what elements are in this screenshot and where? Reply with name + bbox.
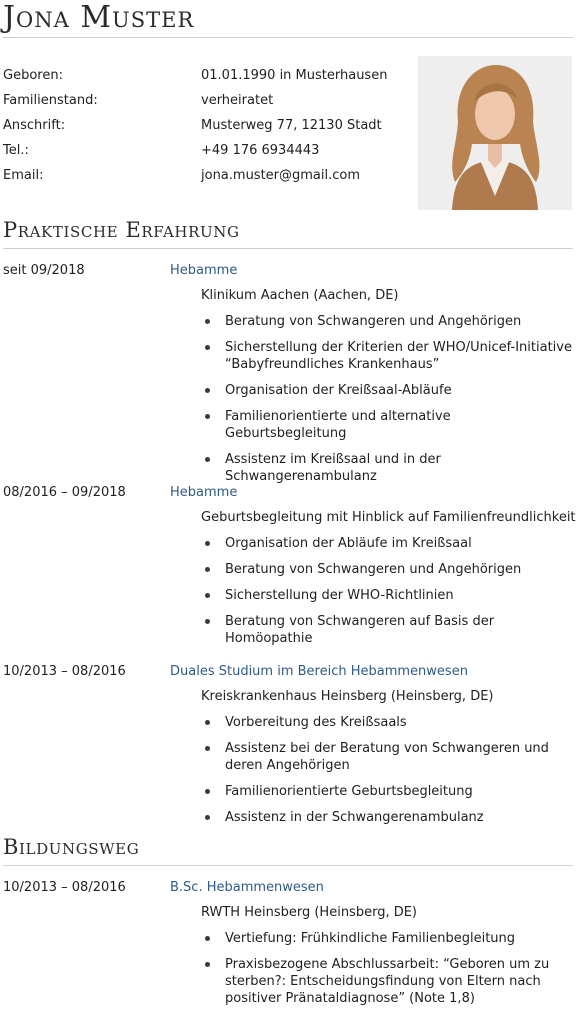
list-item [201,339,573,373]
marital-status-value: verheiratet [201,93,274,108]
entry-date: 10/2013 – 08/2016 [3,880,126,895]
birth-value: 01.01.1990 in Musterhausen [201,68,388,83]
list-item-text: Beratung von Schwangeren und Angehörigen [225,562,522,577]
entry-bullet-list [201,714,573,835]
education-heading: Bildungsweg [3,835,140,859]
entry-bullet-list [201,535,573,656]
address-label: Anschrift: [3,118,66,133]
list-item-text: Beratung von Schwangeren und Angehörigen [225,314,522,329]
entry-organization: Geburtsbegleitung mit Hinblick auf Familienfreundlichkeit [201,510,576,525]
birth-label: Geboren: [3,68,63,83]
profile-photo [418,56,572,210]
entry-title: Hebamme [170,263,238,278]
header-divider [3,37,573,38]
entry-title: B.Sc. Hebammenwesen [170,880,324,895]
bullet-icon [205,541,210,546]
list-item [201,451,573,485]
address-value: Musterweg 77, 12130 Stadt [201,118,382,133]
bullet-icon [205,567,210,572]
entry-organization: Klinikum Aachen (Aachen, DE) [201,288,399,303]
bullet-icon [205,457,210,462]
email-label: Email: [3,168,44,183]
list-item-text: Familienorientierte und alternative Geburtsbegleitung [225,409,451,441]
bullet-icon [205,936,210,941]
list-item-text: Assistenz bei der Beratung von Schwangeren und deren Angehörigen [225,741,549,773]
list-item [201,587,573,604]
bullet-icon [205,593,210,598]
email-value: jona.muster@gmail.com [201,168,361,183]
list-item [201,408,573,442]
list-item [201,313,573,330]
list-item [201,561,573,578]
bullet-icon [205,388,210,393]
bullet-icon [205,720,210,725]
list-item-text: Organisation der Kreißsaal-Abläufe [225,383,452,398]
list-item-text: Sicherstellung der WHO-Richtlinien [225,588,454,603]
bullet-icon [205,962,210,967]
list-item-text: Assistenz im Kreißsaal und in der Schwangerenambulanz [225,452,441,484]
bullet-icon [205,789,210,794]
list-item-text: Vertiefung: Frühkindliche Familienbegleitung [225,931,516,946]
entry-title: Duales Studium im Bereich Hebammenwesen [170,664,468,679]
bullet-icon [205,319,210,324]
list-item [201,783,573,800]
list-item-text: Familienorientierte Geburtsbegleitung [225,784,473,799]
bullet-icon [205,746,210,751]
list-item-text: Praxisbezogene Abschlussarbeit: “Geboren um zu sterben?: Entscheidungsfindung von Eltern nach positiver Pränataldiagnose” (Note 1,8) [225,957,550,1006]
list-item [201,714,573,731]
list-item [201,382,573,399]
entry-date: seit 09/2018 [3,263,85,278]
education-divider [3,865,573,866]
phone-label: Tel.: [3,143,29,158]
list-item [201,613,573,647]
experience-heading: Praktische Erfahrung [3,218,240,242]
bullet-icon [205,815,210,820]
entry-bullet-list [201,930,573,1016]
entry-date: 08/2016 – 09/2018 [3,485,126,500]
entry-title: Hebamme [170,485,238,500]
experience-divider [3,248,573,249]
phone-value: +49 176 6934443 [201,143,320,158]
list-item [201,930,573,947]
bullet-icon [205,345,210,350]
list-item [201,740,573,774]
list-item-text: Sicherstellung der Kriterien der WHO/Unicef-Initiative “Babyfreundliches Krankenhaus” [225,340,572,372]
list-item [201,956,573,1007]
entry-organization: RWTH Heinsberg (Heinsberg, DE) [201,905,418,920]
entry-bullet-list [201,313,573,494]
list-item-text: Vorbereitung des Kreißsaals [225,715,407,730]
list-item [201,535,573,552]
entry-organization: Kreiskrankenhaus Heinsberg (Heinsberg, DE) [201,689,494,704]
entry-date: 10/2013 – 08/2016 [3,664,126,679]
list-item-text: Assistenz in der Schwangerenambulanz [225,810,484,825]
marital-status-label: Familienstand: [3,93,98,108]
list-item-text: Beratung von Schwangeren auf Basis der Homöopathie [225,614,495,646]
bullet-icon [205,619,210,624]
list-item [201,809,573,826]
list-item-text: Organisation der Abläufe im Kreißsaal [225,536,472,551]
bullet-icon [205,414,210,419]
cv-name: Jona Muster [3,0,195,35]
